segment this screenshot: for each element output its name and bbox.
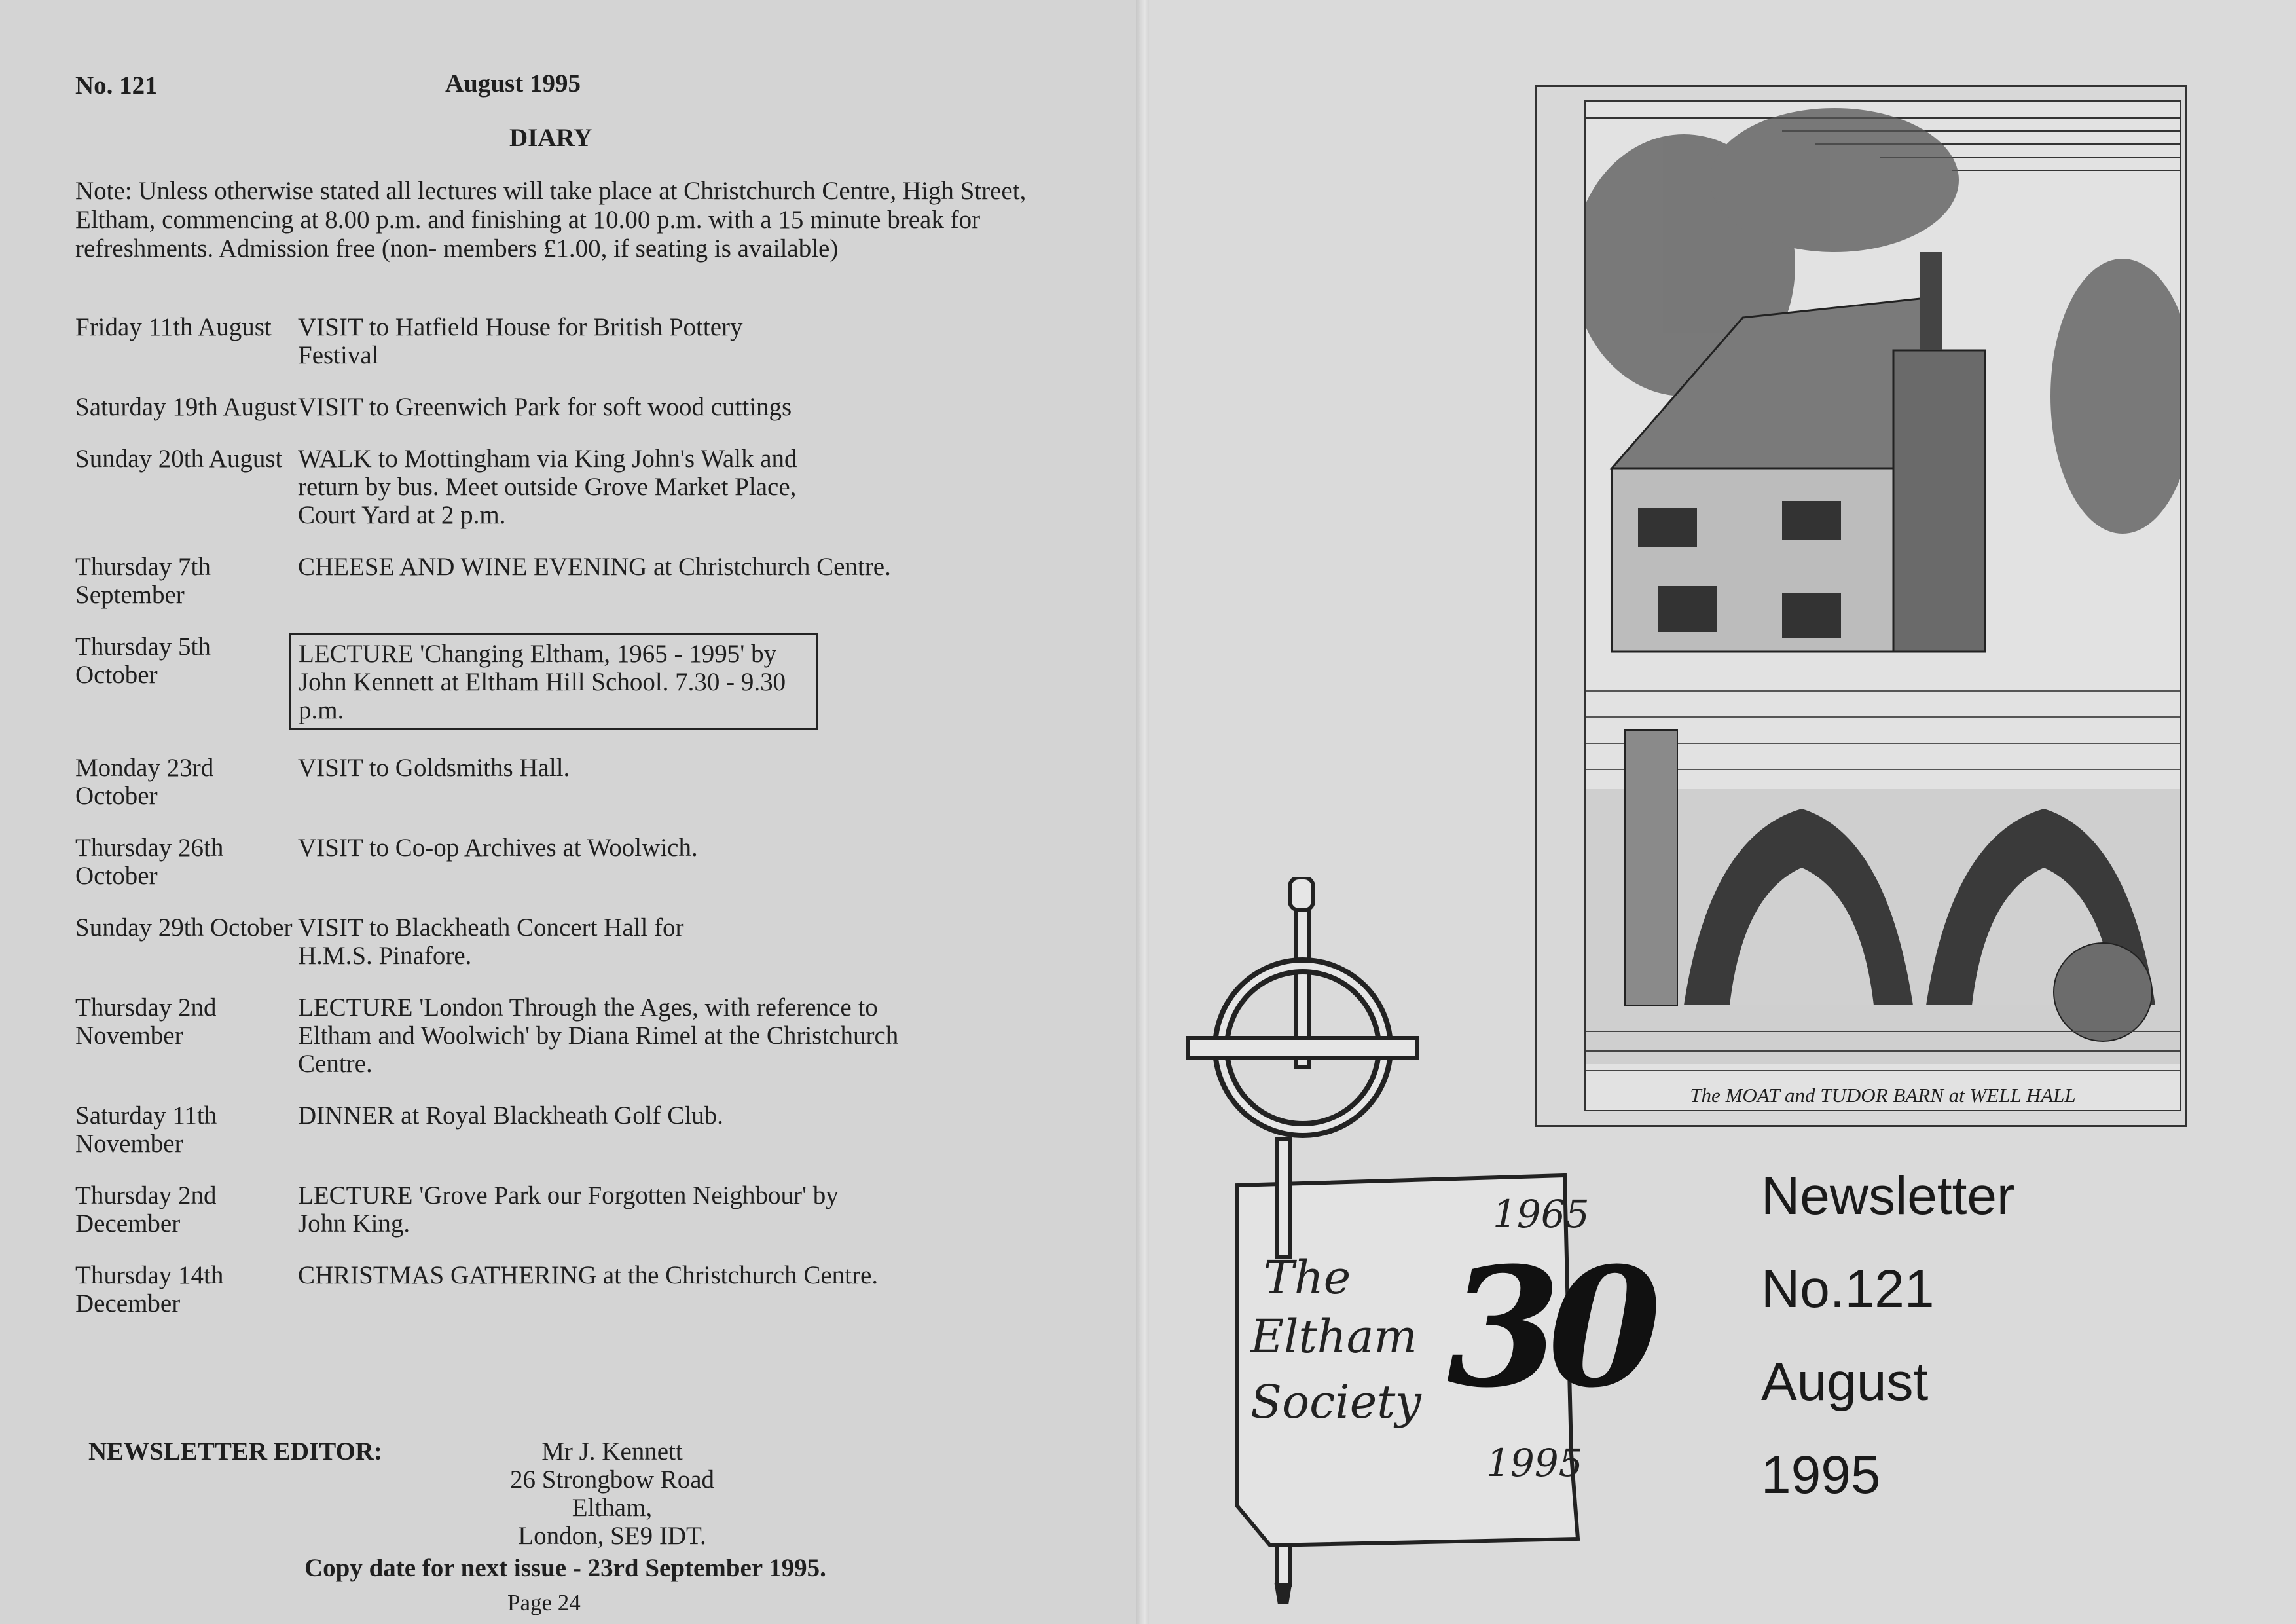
newsletter-title: Newsletter — [1761, 1166, 2015, 1226]
diary-entry — [75, 393, 1025, 421]
entry-event: WALK to Mottingham via King John's Walk and return by bus. Meet outside Grove Market Place, Court Yard at 2 p.m. — [298, 445, 797, 529]
entry-event: VISIT to Greenwich Park for soft wood cuttings — [298, 393, 792, 421]
entry-event: VISIT to Goldsmiths Hall. — [298, 754, 570, 782]
diary-entry — [75, 754, 1025, 810]
logo-word-eltham: Eltham — [1250, 1310, 1417, 1363]
issue-date: August 1995 — [445, 69, 581, 98]
entry-date: Thursday 2nd November — [75, 993, 217, 1050]
entry-date: Saturday 19th August — [75, 393, 297, 421]
newsletter-number: No.121 — [1761, 1259, 1935, 1319]
diary-entry — [75, 445, 1025, 529]
address-line: London, SE9 IDT. — [518, 1522, 706, 1550]
logo-word-the: The — [1264, 1251, 1351, 1304]
eltham-society-logo — [1185, 877, 1649, 1604]
entry-date: Thursday 7th September — [75, 553, 211, 609]
entry-event: VISIT to Co-op Archives at Woolwich. — [298, 834, 698, 862]
diary-entry — [75, 834, 1025, 890]
issue-number: No. 121 — [75, 71, 158, 100]
logo-anniversary-number: 30 — [1447, 1231, 1649, 1424]
diary-entry — [75, 633, 1025, 730]
entry-date: Sunday 29th October — [75, 913, 293, 942]
entry-event: CHRISTMAS GATHERING at the Christchurch Centre. — [298, 1261, 879, 1289]
entry-date: Friday 11th August — [75, 313, 272, 341]
entry-event: VISIT to Blackheath Concert Hall for H.M.S. Pinafore. — [298, 913, 684, 970]
engraving-drawing — [1586, 101, 2180, 1110]
address-line: 26 Strongbow Road — [510, 1466, 714, 1494]
illustration-caption: The MOAT and TUDOR BARN at WELL HALL — [1690, 1084, 2076, 1107]
entry-date: Thursday 2nd December — [75, 1181, 217, 1238]
entry-date: Monday 23rd October — [75, 754, 214, 810]
newsletter-month: August — [1761, 1352, 1929, 1412]
entry-event: VISIT to Hatfield House for British Pottery Festival — [298, 313, 743, 369]
entry-event-highlighted: LECTURE 'Changing Eltham, 1965 - 1995' by John Kennett at Eltham Hill School. 7.30 - 9.30 p.m. — [289, 633, 818, 730]
page-number: Page 24 — [507, 1590, 581, 1615]
moat-barn-illustration — [1584, 100, 2181, 1111]
entry-date: Thursday 26th October — [75, 834, 224, 890]
diary-heading: DIARY — [509, 124, 592, 152]
diary-entry — [75, 313, 1025, 369]
diary-entry — [75, 1181, 1025, 1238]
address-line: Eltham, — [572, 1494, 653, 1522]
diary-list — [75, 313, 1025, 1341]
left-page — [0, 0, 1142, 1624]
entry-date: Thursday 5th October — [75, 633, 211, 689]
diary-entry — [75, 993, 1025, 1078]
logo-year-start: 1965 — [1493, 1192, 1590, 1236]
diary-entry — [75, 553, 1025, 609]
entry-event: LECTURE 'Grove Park our Forgotten Neighbour' by John King. — [298, 1181, 839, 1238]
diary-note: Note: Unless otherwise stated all lectures will take place at Christchurch Centre, High Street, Eltham, commencing at 8.00 p.m. and finishing at 10.00 p.m. with a 15 minute break for refreshments. Admission free (non- members £1.00, if seating is available) — [75, 177, 1027, 263]
logo-word-society: Society — [1250, 1375, 1421, 1429]
entry-event: LECTURE 'London Through the Ages, with reference to Eltham and Woolwich' by Diana Rimel at the Christchurch Centre. — [298, 993, 899, 1078]
diary-entry — [75, 913, 1025, 970]
entry-event: DINNER at Royal Blackheath Golf Club. — [298, 1101, 723, 1130]
entry-date: Saturday 11th November — [75, 1101, 217, 1158]
copy-date: Copy date for next issue - 23rd September 1995. — [304, 1554, 826, 1582]
editor-label: NEWSLETTER EDITOR: — [88, 1437, 382, 1466]
address-line: Mr J. Kennett — [541, 1437, 683, 1466]
editor-address — [475, 1437, 750, 1550]
newsletter-year: 1995 — [1761, 1445, 1881, 1505]
diary-entry — [75, 1101, 1025, 1158]
diary-entry — [75, 1261, 1025, 1318]
logo-year-end: 1995 — [1486, 1441, 1583, 1485]
entry-event: CHEESE AND WINE EVENING at Christchurch Centre. — [298, 553, 891, 581]
entry-date: Sunday 20th August — [75, 445, 283, 473]
entry-date: Thursday 14th December — [75, 1261, 224, 1318]
